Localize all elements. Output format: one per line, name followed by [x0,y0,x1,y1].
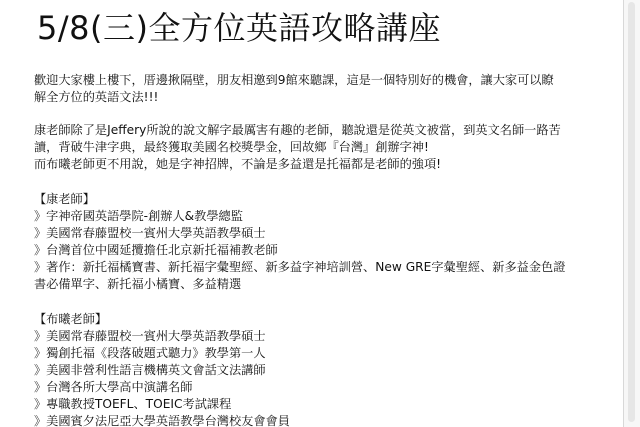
kang-item: 》字神帝國英語學院-創辦人&教學總監 [34,209,243,223]
buxi-item: 》美國非營利性語言機構英文會話文法講師 [34,363,266,377]
kang-heading: 【康老師】 [34,192,95,206]
kang-item-continuation: 書必備單字、新托福小橘寶、多益精選 [34,277,242,291]
scrollbar-thumb[interactable] [628,2,635,422]
intro-line-2: 解全方位的英語文法!!! [34,90,159,104]
kang-item: 》著作：新托福橘寶書、新托福字彙聖經、新多益字神培訓營、New GRE字彙聖經、新多益金色證 [34,260,566,274]
page-title: 5/8(三)全方位英語攻略講座 [37,9,441,47]
buxi-item: 》獨創托福《段落破題式聽力》教學第一人 [34,346,266,360]
buxi-teacher-section [34,311,614,427]
buxi-item: 》台灣各所大學高中演講名師 [34,380,193,394]
intro-paragraph [34,72,614,106]
description-line-1: 康老師除了是Jeffery所說的說文解字最厲害有趣的老師，聽說還是從英文被當，到英文名師一路苦 [34,123,561,137]
buxi-heading: 【布曦老師】 [34,312,108,326]
description-line-3: 而布曦老師更不用說，她是字神招牌，不論是多益還是托福都是老師的強項! [34,157,442,171]
vertical-scrollbar[interactable] [624,0,640,427]
kang-item: 》美國常春藤盟校一賓州大學英語教學碩士 [34,226,266,240]
buxi-item: 》美國賓夕法尼亞大學英語教學台灣校友會會員 [34,414,290,427]
article-content [34,72,614,427]
kang-item: 》台灣首位中國延攬擔任北京新托福補教老師 [34,243,278,257]
buxi-item: 》美國常春藤盟校一賓州大學英語教學碩士 [34,329,266,343]
description-line-2: 讀，背破牛津字典，最終獲取美國名校獎學金，回故鄉『台灣』創辦字神! [34,140,429,154]
buxi-item: 》專職教授TOEFL、TOEIC考試課程 [34,397,232,411]
kang-teacher-section [34,191,614,293]
description-paragraph [34,122,614,173]
intro-line-1: 歡迎大家樓上樓下，厝邊揪隔壁，朋友相邀到9館來聽課，這是一個特別好的機會，讓大家可以瞭 [34,73,554,87]
